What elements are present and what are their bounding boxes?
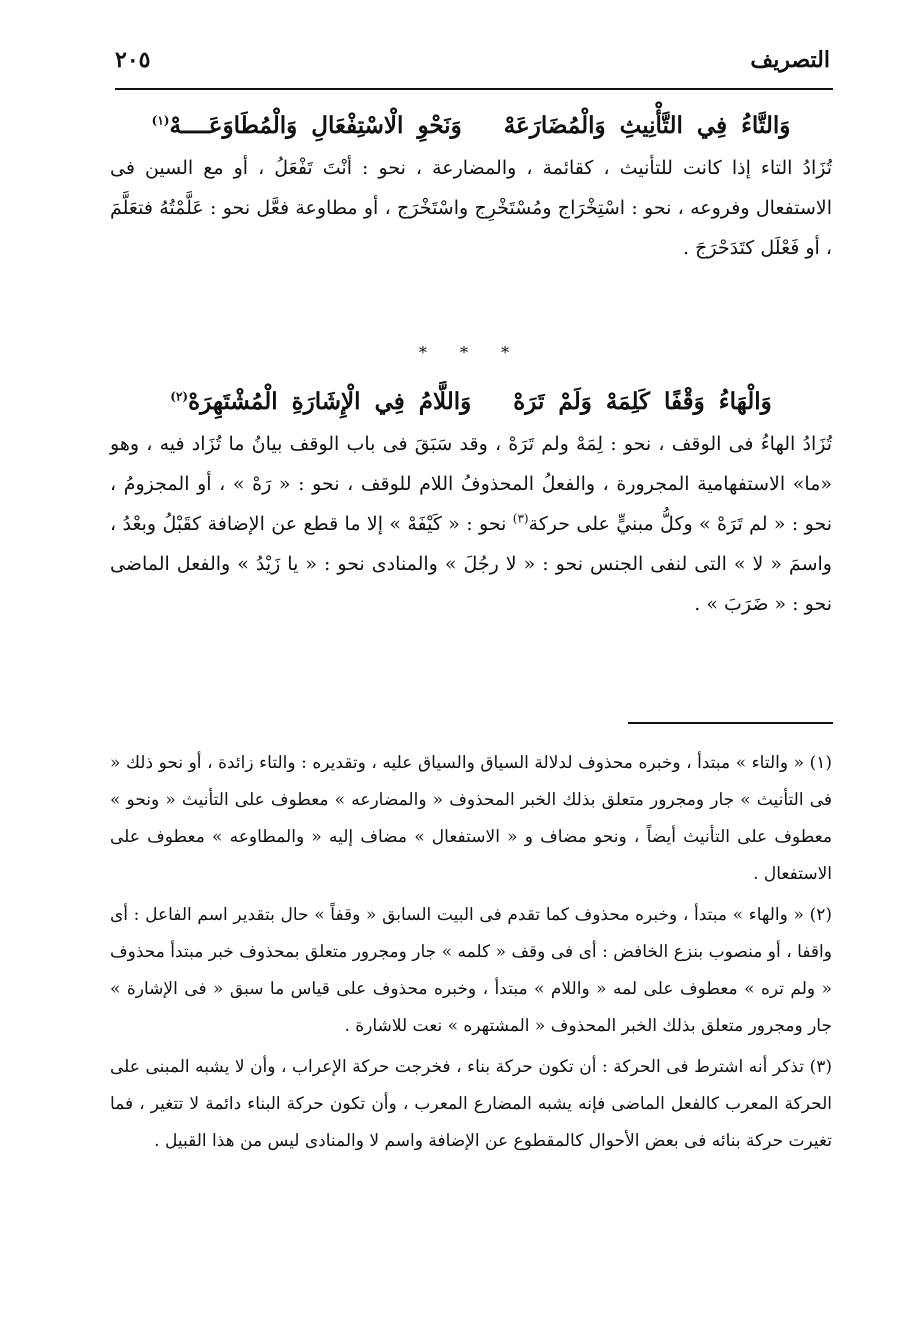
verse-1 — [110, 104, 832, 148]
footnote-2-text: « والهاء » مبتدأ ، وخبره محذوف كما تقدم فى البيت السابق « وقفاً » حال بتقدير اسم الفاعل : أى واقفا ، أو منصوب بنزع الخافض : أى فى وقف « كلمه » جار ومجرور متعلق بمحذوف خبر مبتدأ محذوف « ولم تره » معطوف على لمه « واللام » مبتدأ ، وخبره محذوف على قياس ما سبق « فى الإشارة » جار ومجرور متعلق بذلك الخبر المحذوف « المشتهره » نعت للاشارة . — [110, 905, 832, 1036]
verse-2 — [110, 380, 832, 424]
verse-2-first-hemistich: وَالْهَاءُ وَقْفًا كَلِمَهْ وَلَمْ تَرَهْ — [513, 388, 772, 415]
header-rule — [115, 88, 833, 90]
section-2 — [110, 380, 832, 624]
footnote-3-marker: (٣) — [809, 1057, 833, 1077]
footnote-1-marker: (١) — [809, 753, 832, 773]
footnote-separator — [628, 722, 833, 724]
footnote-1 — [110, 745, 832, 893]
footnote-1-text: « والتاء » مبتدأ ، وخبره محذوف لدلالة السياق والسياق عليه ، وتقديره : والتاء زائدة ، أو نحو ذلك « فى التأنيث » جار ومجرور متعلق بذلك الخبر المحذوف « والمضارعه » معطوف على التأنيث « ونحو » معطوف على التأنيث أيضاً ، ونحو مضاف و « الاستفعال » مضاف إليه « والمطاوعه » معطوف على الاستفعال . — [110, 753, 832, 884]
verse-2-second-text: وَاللَّامُ فِي الْإِشَارَةِ الْمُشْتَهِرَهْ — [188, 388, 472, 415]
section-2-commentary — [110, 424, 832, 624]
page-number: ٢٠٥ — [115, 47, 151, 73]
footnote-2-marker: (٢) — [809, 905, 833, 925]
section-2-commentary-part-b: نحو : « كَيْفَهْ » إلا ما قطع عن الإضافة كقَبْلُ وبعْدُ ، واسمَ « لا » التى لنفى الجنس نحو : « لا رجُلَ » والمنادى نحو : « يا زَيْدُ » والفعل الماضى نحو : « ضَرَبَ » . — [110, 513, 832, 615]
commentary-note-marker: (٣) — [512, 511, 529, 526]
section-1-commentary: تُزَادُ التاء إذا كانت للتأنيث ، كقائمة ، والمضارعة ، نحو : أنْتَ تَفْعَلُ ، أو مع السين فى الاستفعال وفروعه ، نحو : اسْتِخْرَاج ومُسْتَخْرِج واسْتَخْرَج ، أو مطاوعة فعَّل نحو : عَلَّمْتُهُ فتعَلَّمَ ، أو فَعْلَل كتَدَحْرَجَ . — [110, 157, 832, 259]
verse-2-note-marker: (٢) — [170, 389, 189, 404]
footnote-3-text: تذكر أنه اشترط فى الحركة : أن تكون حركة بناء ، فخرجت حركة الإعراب ، وأن لا يشبه المبنى على الحركة المعرب كالفعل الماضى فإنه يشبه المضارع المعرب ، وأن تكون حركة البناء دائمة لا تتغير ، فما تغيرت حركة بنائه فى بعض الأحوال كالمقطوع عن الإضافة واسم لا والمنادى ليس من هذا القبيل . — [110, 1057, 832, 1151]
footnotes — [110, 745, 832, 1164]
verse-2-second-hemistich — [170, 380, 471, 424]
section-divider-stars: * * * — [418, 343, 524, 362]
section-1 — [110, 104, 832, 268]
footnote-3 — [110, 1049, 832, 1160]
verse-1-note-marker: (١) — [151, 113, 170, 128]
verse-1-first-hemistich: وَالتَّاءُ فِي التَّأْنِيثِ وَالْمُضَارَعَهْ — [503, 112, 791, 139]
page-header — [115, 40, 830, 80]
verse-1-second-text: وَنَحْوِ الْاسْتِفْعَالِ وَالْمُطَاوَعَــــهْ — [169, 112, 462, 139]
section-2-commentary-part-a: تُزَادُ الهاءُ فى الوقف ، نحو : لِمَهْ ولم تَرَهْ ، وقد سَبَقَ فى باب الوقف بيانُ ما تُزَاد فيه ، وهو «ما» الاستفهامية المجرورة ، والفعلُ المحذوفُ اللام للوقف ، نحو : « رَهْ » ، أو المجزومُ ، نحو : « لم تَرَهْ » وكلُّ مبنيٍّ على حركة — [110, 433, 832, 535]
footnote-2 — [110, 897, 832, 1045]
verse-1-second-hemistich — [152, 104, 462, 148]
running-title: التصريف — [750, 47, 830, 73]
